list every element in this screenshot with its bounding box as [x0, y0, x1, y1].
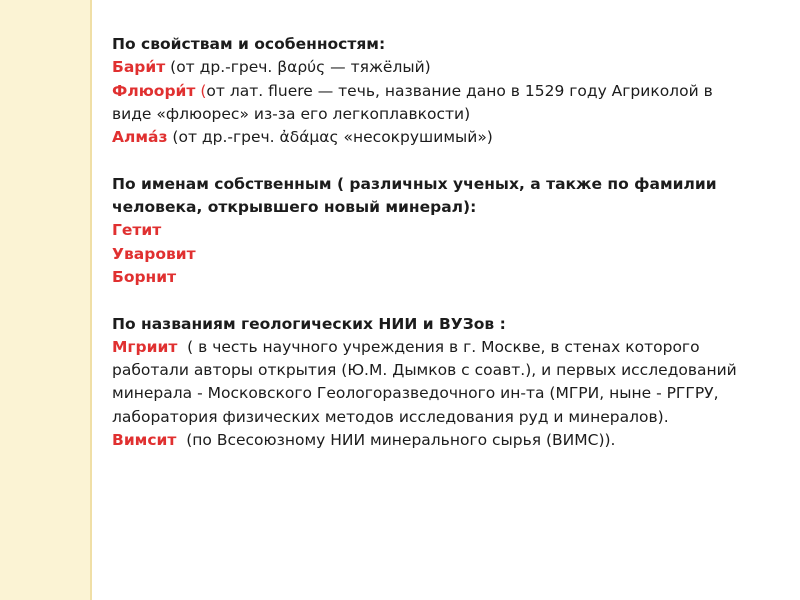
- barite-etymology: (от др.-греч. βαρύς — тяжёлый): [165, 58, 431, 77]
- vimsite-line: [112, 429, 782, 452]
- section-properties-heading: По свойствам и особенностям:: [112, 35, 386, 53]
- section-names-heading-1: По именам собственным ( различных ученых, а также по фамилии: [112, 174, 717, 193]
- vimsite-desc: (по Всесоюзному НИИ минерального сырья (ВИМС)).: [176, 431, 616, 450]
- spacer: [112, 149, 782, 172]
- mgriite-desc-2: работали авторы открытия (Ю.М. Дымков с соавт.), и первых исследований: [112, 361, 737, 380]
- slide-text: [112, 33, 782, 452]
- section-institutes-heading: По названиям геологических НИИ и ВУЗов :: [112, 314, 506, 333]
- mgriite-desc-3: минерала - Московского Геологоразведочного ин-та (МГРИ, ныне - РГГРУ,: [112, 384, 719, 403]
- goethite-term: Гетит: [112, 221, 162, 240]
- mgriite-desc-4: лаборатория физических методов исследования руд и минералов).: [112, 407, 669, 426]
- diamond-line: [112, 126, 782, 149]
- diamond-etymology: (от др.-греч. ἀδάμας «несокрушимый»): [167, 128, 493, 147]
- fluorite-etymology-2: виде «флюорес» из-за его легкоплавкости): [112, 104, 471, 123]
- diamond-term: Алма́з: [112, 128, 168, 147]
- fluorite-term: Флюори́т: [112, 81, 196, 100]
- left-decorative-band: [0, 0, 90, 600]
- barite-term: Бари́т: [112, 58, 166, 77]
- uvarovite-term: Уваровит: [112, 244, 196, 263]
- fluorite-paren: (: [195, 81, 207, 100]
- section-names-heading-2: человека, открывшего новый минерал):: [112, 198, 477, 217]
- mgriite-term: Мгриит: [112, 337, 178, 356]
- mgriite-line: [112, 336, 782, 359]
- vimsite-term: Вимсит: [112, 431, 177, 450]
- barite-line: [112, 56, 782, 79]
- bornite-term: Борнит: [112, 267, 177, 286]
- spacer: [112, 289, 782, 312]
- mgriite-desc-1: ( в честь научного учреждения в г. Москве, в стенах которого: [177, 337, 700, 356]
- fluorite-line: [112, 80, 782, 103]
- left-band-divider: [90, 0, 92, 600]
- fluorite-etymology-1: от лат. fluere — течь, название дано в 1529 году Агриколой в: [206, 81, 713, 100]
